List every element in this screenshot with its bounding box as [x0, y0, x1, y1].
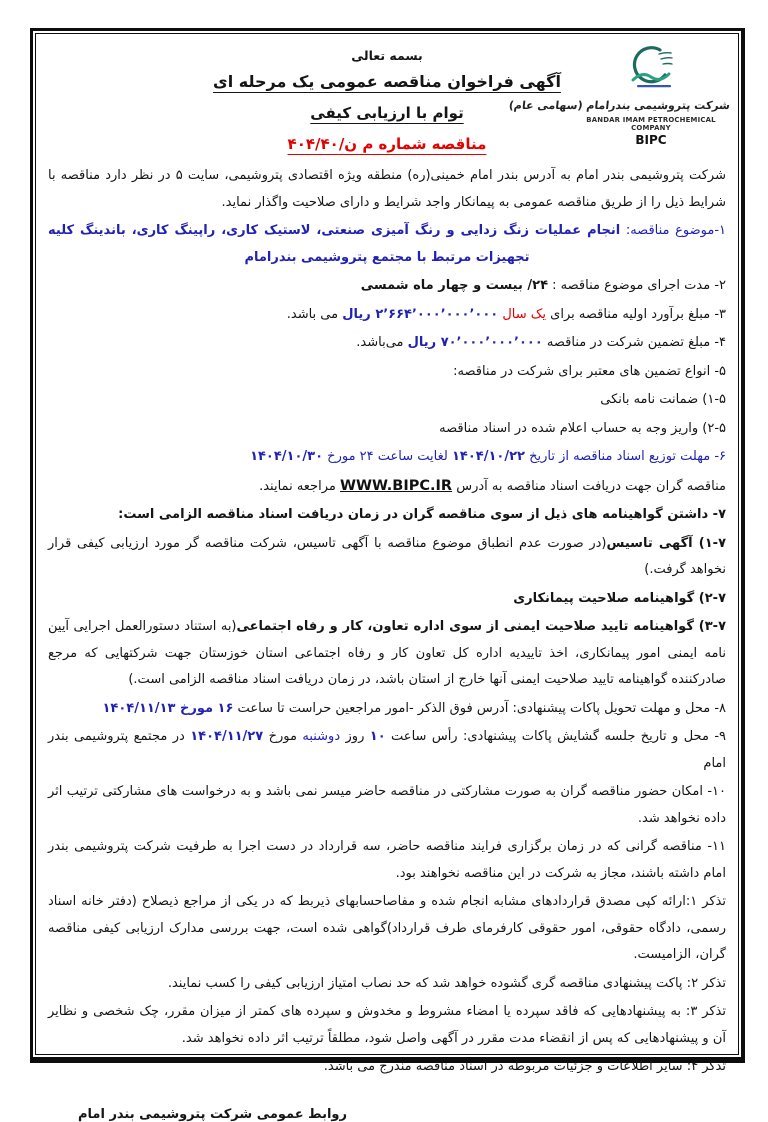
document-content-area	[35, 33, 739, 1122]
text-segment: ۶- مهلت توزیع اسناد مناقصه از تاریخ	[524, 449, 726, 464]
tender-title-line1: آگهی فراخوان مناقصه عمومی یک مرحله ای	[213, 72, 561, 91]
item-5-1	[48, 387, 726, 414]
logo-company-name-en: BANDAR IMAM PETROCHEMICAL COMPANY	[586, 116, 716, 132]
text-segment: یک سال	[502, 306, 547, 322]
text-segment: (به استناد دستورالعمل اجرایی آیین نامه ایمنی امور پیمانکاری، اخذ تاییدیه اداره کل تعاون کار و رفاه اجتماعی استان خوزستان جهت شرکتهایی که مرجع صادرکننده گواهینامه تایید صلاحیت ایمنی آنها خارج از استان باشد، در زمان دریافت اسناد مناقصه الزامی است.)	[48, 619, 726, 687]
text-segment: ۵‏-‏۲) واریز وجه به حساب اعلام شده در اسناد مناقصه	[439, 420, 726, 436]
logo-company-name-fa: شرکت پتروشیمی بندرامام (سهامی عام)	[508, 99, 731, 112]
item-3-estimate	[48, 302, 726, 329]
item-6-distribution-deadline	[48, 444, 726, 471]
text-segment: انجام عملیات زنگ زدایی و رنگ آمیزی صنعتی، لاستیک کاری، راپینگ کاری، باندینگ کلیه تجهیزات مرتبط با مجتمع پتروشیمی بندرامام	[48, 223, 621, 265]
item-5-2	[48, 416, 726, 443]
text-segment: ۲- مدت اجرای موضوع مناقصه :	[548, 278, 726, 293]
text-segment: مورخ	[263, 729, 303, 744]
text-segment: ۱۶ مورخ ۱۴۰۴/۱۱/۱۳	[102, 700, 234, 716]
item-7-2	[48, 586, 726, 613]
item-7-3	[48, 614, 726, 694]
text-segment: شرکت پتروشیمی بندر امام به آدرس بندر امام خمینی(ره) منطقه ویژه اقتصادی پتروشیمی، سایت ۵ در نظر دارد مناقصه با شرایط ذیل را از طریق مناقصه عمومی به پیمانکار واجد شرایط و دارای صلاحیت واگذار نماید.	[48, 168, 726, 210]
text-segment: ۱۱- مناقصه گرانی که در زمان برگزاری فرایند مناقصه حاضر، سه قرارداد در دست اجرا به طرفیت شرکت پتروشیمی بندر امام داشته باشند، مجاز به شرکت در این مناقصه نخواهند بود.	[48, 839, 726, 881]
note-2	[48, 971, 726, 998]
text-segment: می باشد.	[286, 306, 343, 322]
text-segment: دوشنبه	[302, 729, 341, 744]
item-11-three-contracts	[48, 834, 726, 887]
text-segment: روز	[340, 729, 370, 744]
text-segment: ۵- انواع تضمین های معتبر برای شرکت در مناقصه:	[453, 363, 726, 379]
text-segment: تذکر ۴: سایر اطلاعات و جزئیات مربوطه در اسناد مناقصه مندرج می باشد.	[323, 1059, 726, 1074]
text-segment: ۴- مبلغ تضمین شرکت در مناقصه	[542, 335, 726, 350]
text-segment: لغایت ساعت ۲۴ مورخ	[323, 449, 452, 464]
item-2-duration	[48, 273, 726, 300]
bismillah-text: بسمه تعالی	[351, 48, 423, 63]
website-line	[48, 473, 726, 501]
note-4	[48, 1054, 726, 1081]
text-segment: ۹- محل و تاریخ جلسه گشایش پاکات پیشنهادی: رأس ساعت	[385, 729, 726, 744]
note-1	[48, 889, 726, 969]
text-segment: ۷- داشتن گواهینامه های ذیل از سوی مناقصه گران در زمان دریافت اسناد مناقصه الزامی است:	[118, 507, 726, 522]
text-segment: می‌باشد.	[356, 335, 408, 350]
item-1-subject	[48, 218, 726, 271]
document-border-frame	[30, 28, 745, 1122]
text-segment: مناقصه گران جهت دریافت اسناد مناقصه به آدرس	[452, 478, 726, 494]
item-7-certificates	[48, 502, 726, 529]
text-segment: ۳- مبلغ برآورد اولیه مناقصه برای	[546, 306, 726, 322]
tender-number: مناقصه شماره م ن/۴۰۴/۴۰	[287, 135, 487, 153]
item-10-no-consortium	[48, 779, 726, 832]
company-logo	[508, 44, 731, 147]
logo-abbreviation: BIPC	[635, 133, 667, 147]
text-segment: تذکر ۳: به پیشنهادهایی که فاقد سپرده یا امضاء مشروط و مخدوش و سپرده های کمتر از میزان مقرر، چک شخصی و نظایر آن و پیشنهادهایی که پس از انقضاء مدت مقرر در آگهی واصل شود، مطلقاً ترتیب اثر داده نخواهد شد.	[48, 1004, 726, 1046]
text-segment: ۱۴۰۴/۱۰/۲۲	[452, 449, 525, 464]
text-segment: ۸- محل و مهلت تحویل پاکات پیشنهادی: آدرس فوق الذکر -امور مراجعین حراست تا ساعت	[233, 700, 726, 716]
bipc-logo-icon	[619, 44, 683, 98]
text-segment: تذکر ۲: پاکت پیشنهادی مناقصه گری گشوده خواهد شد که حد نصاب امتیاز ارزیابی کیفی را کسب نمایند.	[167, 975, 726, 991]
text-segment: ۷‏-‏۱) آگهی تاسیس	[606, 535, 726, 551]
text-segment: ۱۰	[369, 729, 386, 744]
text-segment: ۲٬۶۶۴٬۰۰۰٬۰۰۰٬۰۰۰ ریال	[342, 306, 499, 322]
text-segment: ۷‏-‏۳) گواهینامه تایید صلاحیت ایمنی از سوی اداره تعاون، کار و رفاه اجتماعی	[236, 619, 726, 634]
text-segment: ۵‏-‏۱) ضمانت نامه بانکی	[600, 392, 726, 407]
text-segment: ۷۰٬۰۰۰٬۰۰۰٬۰۰۰ ریال	[407, 335, 543, 350]
text-segment: ۱۴۰۴/۱۱/۲۷	[190, 729, 264, 744]
tender-title-line2: توام با ارزیابی کیفی	[310, 104, 464, 122]
item-5-guarantee-types	[48, 359, 726, 386]
text-segment: ۱-موضوع مناقصه:	[620, 223, 726, 238]
text-segment: در مجتمع پتروشیمی بندر امام	[48, 729, 726, 771]
text-segment: ۱۴۰۴/۱۰/۳۰	[250, 449, 324, 464]
intro-paragraph	[48, 163, 726, 216]
text-segment: ۱۰- امکان حضور مناقصه گران به صورت مشارکتی در مناقصه حاضر میسر نمی باشد و به درخواست های مشارکتی ترتیب اثر داده نخواهد شد.	[48, 784, 726, 826]
bipc-website-link[interactable]: WWW.BIPC.IR	[339, 477, 453, 494]
tender-paragraphs	[46, 163, 728, 1081]
item-9-opening-session	[48, 724, 726, 777]
item-4-guarantee	[48, 330, 726, 357]
text-segment: ۲۴/ بیست و چهار ماه شمسی	[360, 278, 549, 293]
item-8-delivery	[48, 696, 726, 723]
public-relations-signature: روابط عمومی شرکت پتروشیمی بندر امام	[78, 1106, 348, 1122]
text-segment: (در صورت عدم انطباق موضوع مناقصه با آگهی تاسیس، شرکت مناقصه گر مورد ارزیابی کیفی قرار نخواهد گرفت.)	[48, 535, 726, 577]
text-segment: ۷‏-‏۲) گواهینامه صلاحیت پیمانکاری	[513, 590, 726, 606]
note-3	[48, 999, 726, 1052]
text-segment: تذکر ۱:ارائه کپی مصدق قراردادهای مشابه انجام شده و مفاصاحسابهای ذیربط که در یکی از مراجع ذیصلاح (دفتر خانه اسناد رسمی، دادگاه حقوقی، امور حقوقی کارفرمای طرف قرارداد)گواهی شده است، جهت بررسی مدارک ارزیابی کیفی مناقصه گران، الزامیست.	[48, 894, 727, 962]
text-segment: مراجعه نمایند.	[259, 478, 340, 494]
item-7-1	[48, 531, 726, 584]
